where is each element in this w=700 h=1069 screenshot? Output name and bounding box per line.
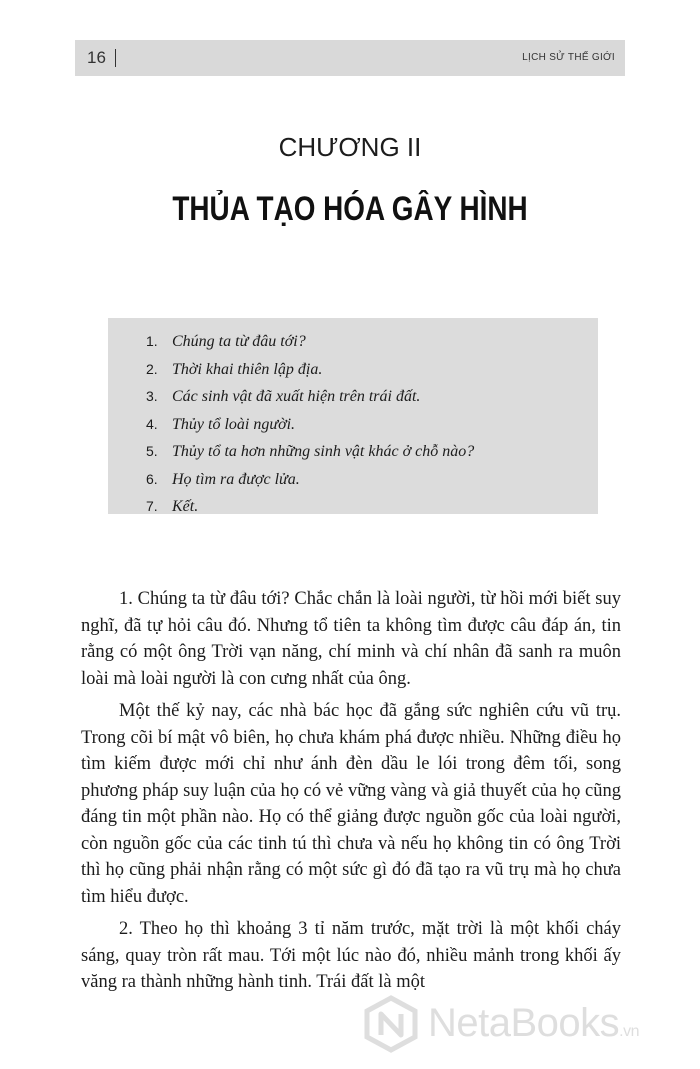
toc-item (146, 328, 598, 356)
toc-item-number: 1. (146, 333, 158, 349)
chapter-label: CHƯƠNG II (278, 132, 422, 162)
chapter-contents-box (108, 318, 598, 514)
toc-item (146, 383, 598, 411)
chapter-title: THỦA TẠO HÓA GÂY HÌNH (172, 190, 528, 228)
toc-item-text: Thủy tổ ta hơn những sinh vật khác ở chỗ nào? (172, 443, 475, 460)
watermark (362, 995, 692, 1055)
toc-item-text: Thời khai thiên lập địa. (172, 360, 323, 378)
toc-item-text: Các sinh vật đã xuất hiện trên trái đất. (172, 388, 421, 405)
watermark-text (428, 1001, 639, 1046)
watermark-suffix: .vn (619, 1023, 640, 1040)
body-paragraph: 1. Chúng ta từ đâu tới? Chắc chắn là loài người, từ hồi mới biết suy nghĩ, đã tự hỏi câu đó. Nhưng tổ tiên ta không tìm được câu đáp án, tin rằng có một ông Trời vạn năng, chí minh và chí nhân đã sanh ra muôn loài mà loài người là con cưng nhất của ông. (81, 589, 621, 689)
toc-item-number: 7. (146, 498, 158, 514)
watermark-brand: NetaBooks (428, 1001, 620, 1045)
toc-item (146, 411, 598, 439)
toc-item (146, 493, 598, 521)
toc-item (146, 438, 598, 466)
body-paragraph: Một thế kỷ nay, các nhà bác học đã gắng sức nghiên cứu vũ trụ. Trong cõi bí mật vô biên, họ chưa khám phá được nhiều. Những điều họ tìm kiếm được mới chỉ như ánh đèn dầu le lói trong đêm tối, song phương pháp suy luận của họ có vẻ vững vàng và giả thuyết của họ cũng đáng tin một phần nào. Họ có thể giảng được nguồn gốc của loài người, còn nguồn gốc của các tinh tú thì chưa và nếu họ không tin có ông Trời thì họ cũng phải nhận rằng có một sức gì đó đã tạo ra vũ trụ mà họ chưa tìm hiểu được. (81, 701, 621, 907)
toc-item-number: 6. (146, 470, 158, 487)
toc-item-text: Chúng ta từ đâu tới? (172, 333, 306, 350)
toc-item-text: Kết. (172, 498, 199, 515)
toc-item-number: 3. (146, 388, 158, 404)
page-number: 16 (87, 48, 106, 67)
header-divider (115, 49, 116, 67)
toc-item-text: Họ tìm ra được lửa. (172, 470, 300, 488)
toc-item-number: 2. (146, 360, 158, 377)
body-paragraph: 2. Theo họ thì khoảng 3 tỉ năm trước, mặt trời là một khối cháy sáng, quay tròn rất mau. Tới một lúc nào đó, nhiều mảnh trong khối ấy văng ra thành những hành tinh. Trái đất là một (81, 919, 621, 992)
chapter-contents-list (108, 318, 598, 521)
body-text (81, 586, 621, 1002)
toc-item-number: 4. (146, 415, 158, 432)
book-title: LỊCH SỬ THẾ GIỚI (522, 52, 615, 63)
toc-item-text: Thủy tổ loài người. (172, 415, 296, 433)
toc-item (146, 466, 598, 494)
running-header (75, 40, 625, 76)
toc-item-number: 5. (146, 443, 158, 459)
toc-item (146, 356, 598, 384)
netabooks-logo-icon (362, 995, 420, 1053)
